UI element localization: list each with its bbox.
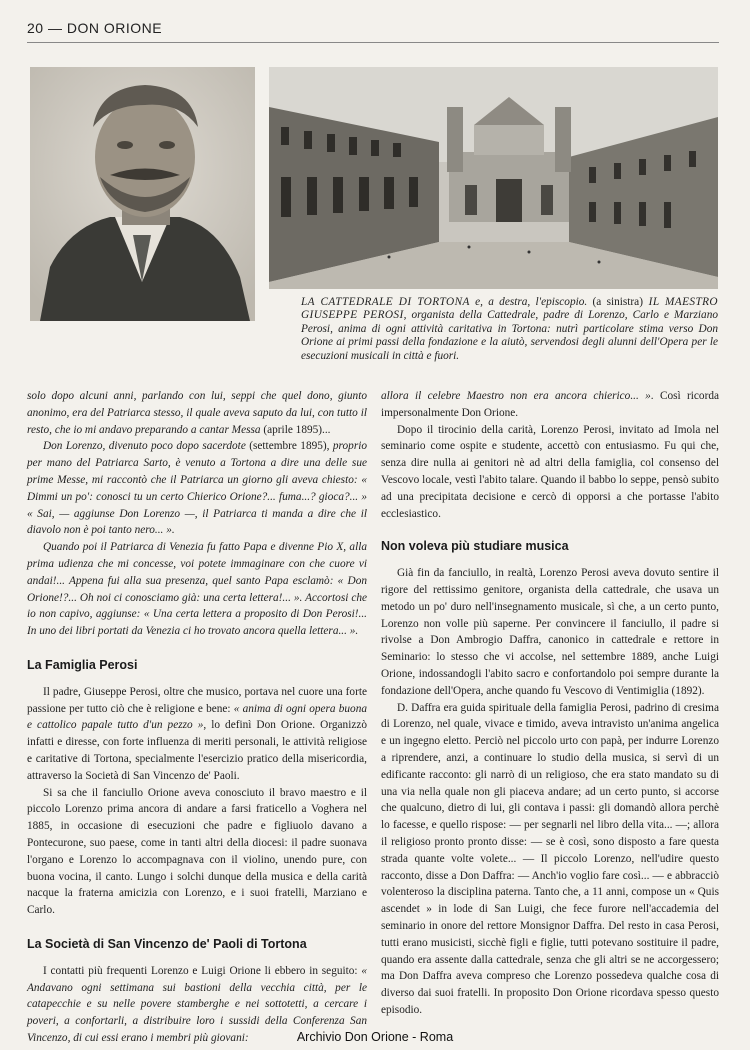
paragraph: Don Lorenzo, divenuto poco dopo sacerdote (settembre 1895), proprio per mano del Patriarca Sarto, è venuto a Tortona a dire una delle sue prime Messe, mi raccontò che il Patriarca un giorno gli aveva chiesto: « Dimmi un po': conosci tu un certo Chierico Orione?... fuma...? gioca?... » « Sai, — aggiunse Don Lorenzo —, il Patriarca ti manda a dire che il diavolo non è poi tanto nero... ». xyxy=(27,440,367,537)
paragraph: solo dopo alcuni anni, parlando con lui, seppi che quel dono, giunto anonimo, era del Patriarca stesso, il quale aveva saputo da lui, con tutto il resto, che io mi andavo preparando a cantar Messa (aprile 1895)... xyxy=(27,390,367,436)
portrait-photo xyxy=(30,67,255,321)
cathedral-photo-icon xyxy=(269,67,718,289)
portrait-photo-icon xyxy=(30,67,255,321)
header-divider xyxy=(27,42,719,43)
caption-cathedral-title: LA CATTEDRALE DI TORTONA xyxy=(301,296,470,308)
paragraph: I contatti più frequenti Lorenzo e Luigi Orione li ebbero in seguito: « Andavano ogni settimana sui bastioni della vecchia città, per le catapecchie e su nelle povere stamberghe e nei sottotetti, a cercare i poveri, a confortarli, a distribuire loro i sussidi della Conferenza San Vincenzo, di cui essi erano i membri più giovani: xyxy=(27,964,367,1044)
section-heading-musica: Non voleva più studiare musica xyxy=(381,539,569,554)
archive-footer: Archivio Don Orione - Roma xyxy=(296,1030,454,1044)
paragraph: Dopo il tirocinio della carità, Lorenzo Perosi, invitato ad Imola nel seminario come ospite e studente, accettò con entusiasmo. Fu qui che, senza dire nulla ai genitori nè ad altri della famiglia, col consenso del Vescovo locale, vestì l'abito talare. Quando il babbo lo seppe, pensò subito ad una precipitata decisione e cercò di opporsi a che portasse l'abito ecclesiastico. xyxy=(381,423,719,520)
caption-text-a: e, a destra, l'episcopio. xyxy=(469,296,593,308)
paragraph: Quando poi il Patriarca di Venezia fu fatto Papa e divenne Pio X, alla prima udienza che mi concesse, voi potete immaginare con che cuore vi andai!... Appena fui alla sua presenza, quel santo Papa esclamò: « Don Orione!?... Oh noi ci conosciamo già: una certa lettera!... ». Accortosi che io non capivo, aggiunse: « Una certa lettera a proposito di Don Perosi!... In uno dei libri portati da Venezia ci ho trovato ancora quella lettera... ». xyxy=(27,541,367,638)
caption-maestro-name: IL MAESTRO GIUSEPPE PEROSI xyxy=(301,296,718,322)
section-heading-societa: La Società di San Vincenzo de' Paoli di Tortona xyxy=(27,936,307,951)
photo-caption xyxy=(301,296,718,363)
paragraph: allora il celebre Maestro non era ancora chierico... ». Così ricorda impersonalmente Don Orione. xyxy=(381,390,720,419)
left-column xyxy=(27,388,367,1047)
paragraph: Il padre, Giuseppe Perosi, oltre che musico, portava nel cuore una forte passione per tutto ciò che è religione e bene: « anima di ogni opera buona e cattolico papale tutto d'un pezzo », lo definì Don Orione. Organizzò infatti e diresse, con forte influenza di meriti personali, le attività religiose e caritative di Tortona, specialmente l'esercizio pratico della misericordia, attraverso la Società di San Vincenzo de' Paoli. xyxy=(27,685,368,782)
section-heading-famiglia: La Famiglia Perosi xyxy=(27,657,138,672)
cathedral-square-photo xyxy=(269,67,718,289)
paragraph: D. Daffra era guida spirituale della famiglia Perosi, padrino di cresima di Lorenzo, nel quale, vivace e timido, aveva intravisto un'anima angelica e un ingegno eletto. Perciò nel piccolo urto con papà, per indurre Lorenzo a riprendere, anzi, a continuare lo studio della musica, si servì di un edificante racconto: gli narrò di un religioso, che era stato mandato su di una via nella quale non gli piaceva andare; ad un certo punto, si accorse che qualcuno, dietro di lui, gli contava i passi: gli domandò allora perchè lo facesse, e quello rispose: — per segnarli nel libro della vita... —; allora il religioso pronto pronto disse: — se è così, sono disposto a fare questa strada quante volte volete... — Il piccolo Lorenzo, nell'udire questo racconto, disse a Don Daffra: — Anch'io voglio fare così... — e abbracciò volenteroso la disciplina paterna. Tanto che, a 11 anni, compose un « Quis ascendet » in lode di San Luigi, che fece furore nell'accademia del seminario in onore del rettore Monsignor Daffra. Del resto in casa Perosi, tutti erano musicisti, sicchè figli e figlie, tutti potevano sostituire il padre, quando era assente dalla cattedrale, senza che gli altri se ne accorgessero; ma Don Daffra aveva compreso che Lorenzo possedeva qualche cosa di diverso dai suoi fratelli. In proposito Don Orione ricordava spesso questo episodio. xyxy=(381,701,719,1016)
right-column xyxy=(381,388,719,1019)
caption-left-note: (a sinistra) xyxy=(592,296,643,308)
running-header: 20 — DON ORIONE xyxy=(27,20,163,36)
caption-text-b: , organista della Cattedrale, padre di Lorenzo, Carlo e Marziano Perosi, anima di ogni attività caritativa in Tortona: nutrì particolare stima verso Don Orione ai primi passi della fondazione e la aiutò, servendosi degli alunni dell'Opera per le esecuzioni musicali in città e fuori. xyxy=(301,309,718,362)
paragraph: Si sa che il fanciullo Orione aveva conosciuto il bravo maestro e il piccolo Lorenzo prima ancora di andare a farsi fraticello a Voghera nel 1885, in occasione di esecuzioni che padre e figliuolo davano a Pontecurone, suo paese, come in tanti altri della diocesi: il padre suonava l'organo e Lorenzo lo accompagnava con il violino, unendo pure, con buona vocina, il canto. Lungo i solchi dunque della musica e della carità nacque la fraterna amicizia con Lorenzo, e i suoi fratelli, Marziano e Carlo. xyxy=(27,786,367,917)
paragraph: Già fin da fanciullo, in realtà, Lorenzo Perosi aveva dovuto sentire il rigore del rettissimo genitore, organista della cattedrale, che usava un metodo un po' duro nell'insegnamento musicale, sì che, a un certo punto, Lorenzo non volle più saperne. Per convincere il fanciullo, il padre si rivolse a Don Ambrogio Daffra, canonico in cattedrale e rettore in Seminario: lo stesso che vi accolse, nel settembre 1889, anche Luigi Orione, indossandogli l'abito sacro e confortandolo poi sempre durante la fondazione dell'Opera, anche quando fu Vescovo di Ventimiglia (1892). xyxy=(381,567,719,697)
